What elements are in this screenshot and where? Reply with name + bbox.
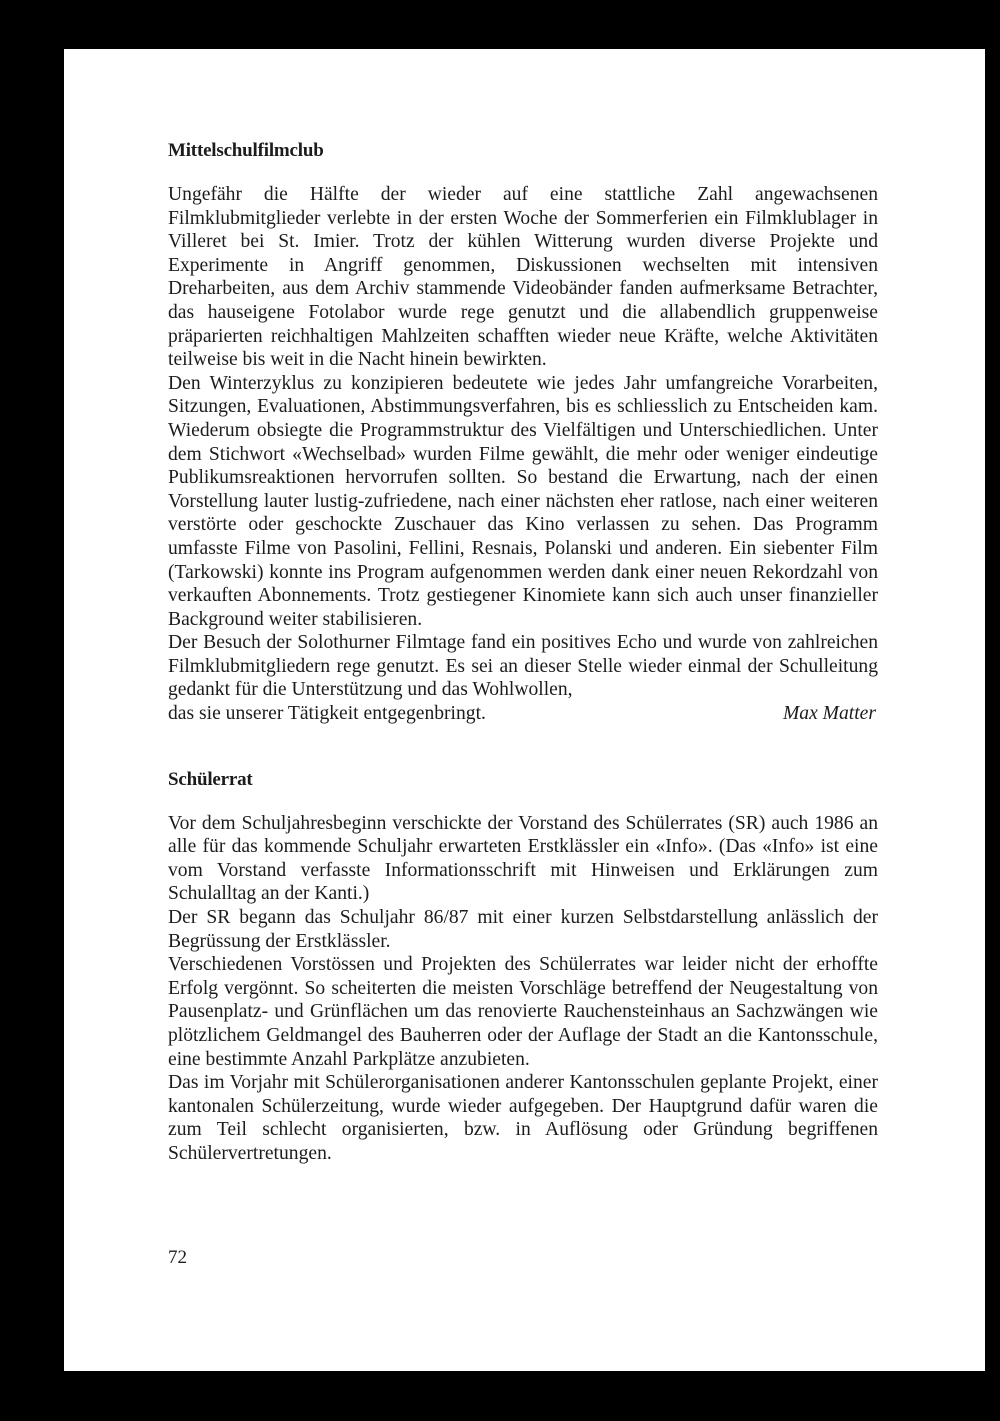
paragraph: Der SR begann das Schuljahr 86/87 mit einer kurzen Selbstdarstellung anlässlich der Begrüssung der Erstklässler. [168, 907, 878, 952]
closing-text: das sie unserer Tätigkeit entgegenbringt. [168, 703, 486, 725]
paragraph: Das im Vorjahr mit Schülerorganisationen anderer Kantonsschulen geplante Projekt, einer kantonalen Schülerzeitung, wurde wieder aufgegeben. Der Hauptgrund dafür waren die zum Teil schlecht organisierten, bzw. in Auflösung oder Gründung begriffenen Schülervertretungen. [168, 1072, 878, 1164]
page-content [168, 139, 878, 1166]
document-page [64, 49, 985, 1371]
section-schuelerrat [168, 768, 878, 1166]
section-mittelschulfilmclub [168, 139, 878, 726]
section-heading: Schülerrat [168, 768, 253, 790]
paragraph: Verschiedenen Vorstössen und Projekten des Schülerrates war leider nicht der erhoffte Erfolg vergönnt. So scheiterten die meisten Vorschläge betreffend der Neugestaltung von Pausenplatz- und Grünflächen um das renovierte Rauchensteinhaus an Sachzwängen wie plötzlichem Geldmangel des Bauherren oder der Auflage der Stadt an die Kantonsschule, eine bestimmte Anzahl Parkplätze anzubieten. [168, 954, 878, 1070]
paragraph: Ungefähr die Hälfte der wieder auf eine stattliche Zahl angewachsenen Filmklubmitglieder verlebte in der ersten Woche der Sommerferien ein Filmklublager in Villeret bei St. Imier. Trotz der kühlen Witterung wurden diverse Projekte und Experimente in Angriff genommen, Diskussionen wechselten mit intensiven Dreharbeiten, aus dem Archiv stammende Videobänder fanden aufmerksame Betrachter, das hauseigene Fotolabor wurde rege genutzt und die allabendlich gruppenweise präparierten reichhaltigen Mahlzeiten schafften wieder neue Kräfte, welche Aktivitäten teilweise bis weit in die Nacht hinein bewirkten. [168, 184, 878, 371]
page-number: 72 [168, 1247, 187, 1268]
section-heading: Mittelschulfilmclub [168, 140, 324, 161]
paragraph: Vor dem Schuljahresbeginn verschickte der Vorstand des Schülerrates (SR) auch 1986 an alle für das kommende Schuljahr erwarteten Erstklässler ein «Info». (Das «Info» ist eine vom Vorstand verfasste Informationsschrift mit Hinweisen und Erklärungen zum Schulalltag an der Kanti.) [168, 812, 878, 905]
closing-line [168, 702, 878, 726]
paragraph: Den Winterzyklus zu konzipieren bedeutete wie jedes Jahr umfangreiche Vorarbeiten, Sitzungen, Evaluationen, Abstimmungsverfahren, bis es schliesslich zu Entscheiden kam. Wiederum obsiegte die Programmstruktur des Vielfältigen und Unterschiedlichen. Unter dem Stichwort «Wechselbad» wurden Filme gewählt, die mehr oder weniger eindeutige Publikumsreaktionen hervorrufen sollten. So bestand die Erwartung, nach der einen Vorstellung lauter lustig-zufriedene, nach einer nächsten eher ratlose, nach einer weiteren verstörte oder geschockte Zuschauer das Kino verlassen zu sehen. Das Programm umfasste Filme von Pasolini, Fellini, Resnais, Polanski und anderen. Ein siebenter Film (Tarkowski) konnte ins Program aufgenommen werden dank einer neuen Rekordzahl von verkauften Abonnements. Trotz gestiegener Kinomiete kann sich auch unser finanzieller Background weiter stabilisieren. [168, 372, 878, 630]
paragraph: Der Besuch der Solothurner Filmtage fand ein positives Echo und wurde von zahlreichen Filmklubmitgliedern rege genutzt. Es sei an dieser Stelle wieder einmal der Schulleitung gedankt für die Unterstützung und das Wohlwollen, [168, 632, 878, 701]
author-signature: Max Matter [782, 703, 876, 725]
